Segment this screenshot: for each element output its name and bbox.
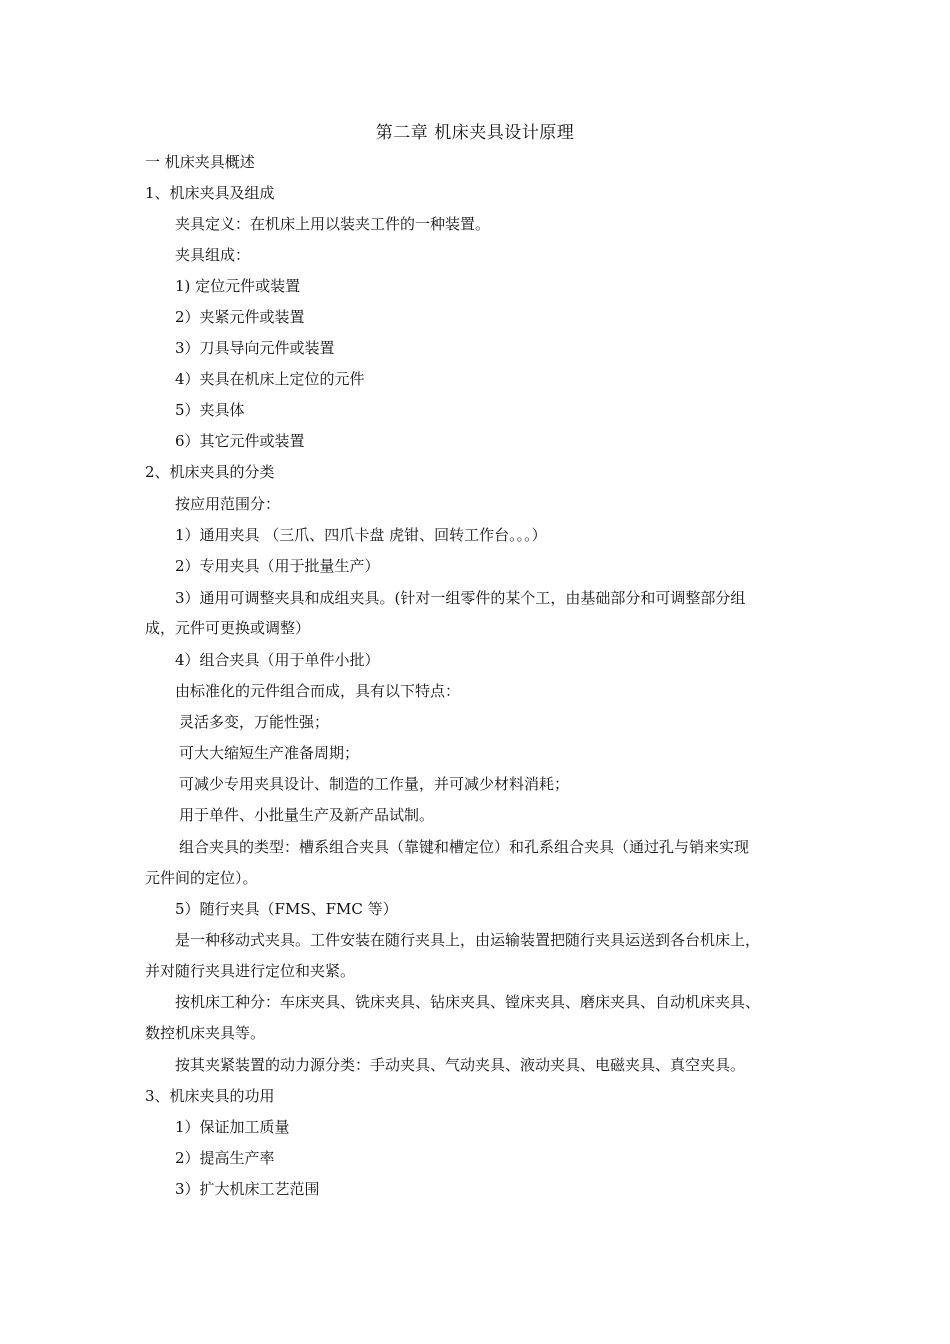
list-item: 2）专用夹具（用于批量生产） (175, 557, 380, 575)
paragraph-line: 可大大缩短生产准备周期； (179, 744, 360, 762)
list-item: 5）随行夹具（FMS、FMC 等） (175, 900, 398, 918)
list-item: 2）提高生产率 (175, 1149, 275, 1167)
subsection-heading: 2、机床夹具的分类 (145, 463, 275, 481)
list-item: 3）扩大机床工艺范围 (175, 1180, 320, 1198)
list-item: 2）夹紧元件或装置 (175, 308, 305, 326)
paragraph-line: 灵活多变，万能性强； (179, 713, 330, 731)
list-item: 1）保证加工质量 (175, 1118, 290, 1136)
paragraph-line: 组合夹具的类型：槽系组合夹具（靠键和槽定位）和孔系组合夹具（通过孔与销来实现 (179, 838, 750, 856)
paragraph-line: 按机床工种分：车床夹具、铣床夹具、钻床夹具、镗床夹具、磨床夹具、自动机床夹具、 (175, 993, 761, 1011)
paragraph-line: 可减少专用夹具设计、制造的工作量，并可减少材料消耗； (179, 775, 570, 793)
paragraph-line: 数控机床夹具等。 (145, 1024, 266, 1042)
subsection-heading: 1、机床夹具及组成 (145, 184, 275, 202)
paragraph-line: 夹具组成： (175, 246, 251, 264)
list-item: 5）夹具体 (175, 401, 245, 419)
list-item: 3）通用可调整夹具和成组夹具。(针对一组零件的某个工，由基础部分和可调整部分组 (175, 589, 746, 607)
list-item: 1) 定位元件或装置 (175, 277, 301, 295)
section-heading: 一 机床夹具概述 (145, 153, 255, 171)
list-item: 1）通用夹具 （三爪、四爪卡盘 虎钳、回转工作台。。。） (175, 526, 547, 544)
paragraph-line: 元件间的定位）。 (145, 869, 258, 887)
paragraph-line: 按其夹紧装置的动力源分类：手动夹具、气动夹具、液动夹具、电磁夹具、真空夹具。 (175, 1056, 746, 1074)
paragraph-line: 成，元件可更换或调整） (145, 619, 311, 637)
list-item: 4）组合夹具（用于单件小批） (175, 651, 380, 669)
subsection-heading: 3、机床夹具的功用 (145, 1087, 275, 1105)
list-item: 3）刀具导向元件或装置 (175, 339, 335, 357)
paragraph-line: 用于单件、小批量生产及新产品试制。 (179, 806, 435, 824)
paragraph-line: 由标准化的元件组合而成，具有以下特点： (175, 682, 461, 700)
list-item: 6）其它元件或装置 (175, 432, 305, 450)
list-item: 4）夹具在机床上定位的元件 (175, 370, 365, 388)
paragraph-line: 按应用范围分： (175, 495, 281, 513)
paragraph-line: 是一种移动式夹具。工件安装在随行夹具上，由运输装置把随行夹具运送到各台机床上， (175, 931, 761, 949)
paragraph-line: 并对随行夹具进行定位和夹紧。 (145, 962, 356, 980)
chapter-title: 第二章 机床夹具设计原理 (375, 123, 575, 143)
paragraph-line: 夹具定义：在机床上用以装夹工件的一种装置。 (175, 215, 491, 233)
